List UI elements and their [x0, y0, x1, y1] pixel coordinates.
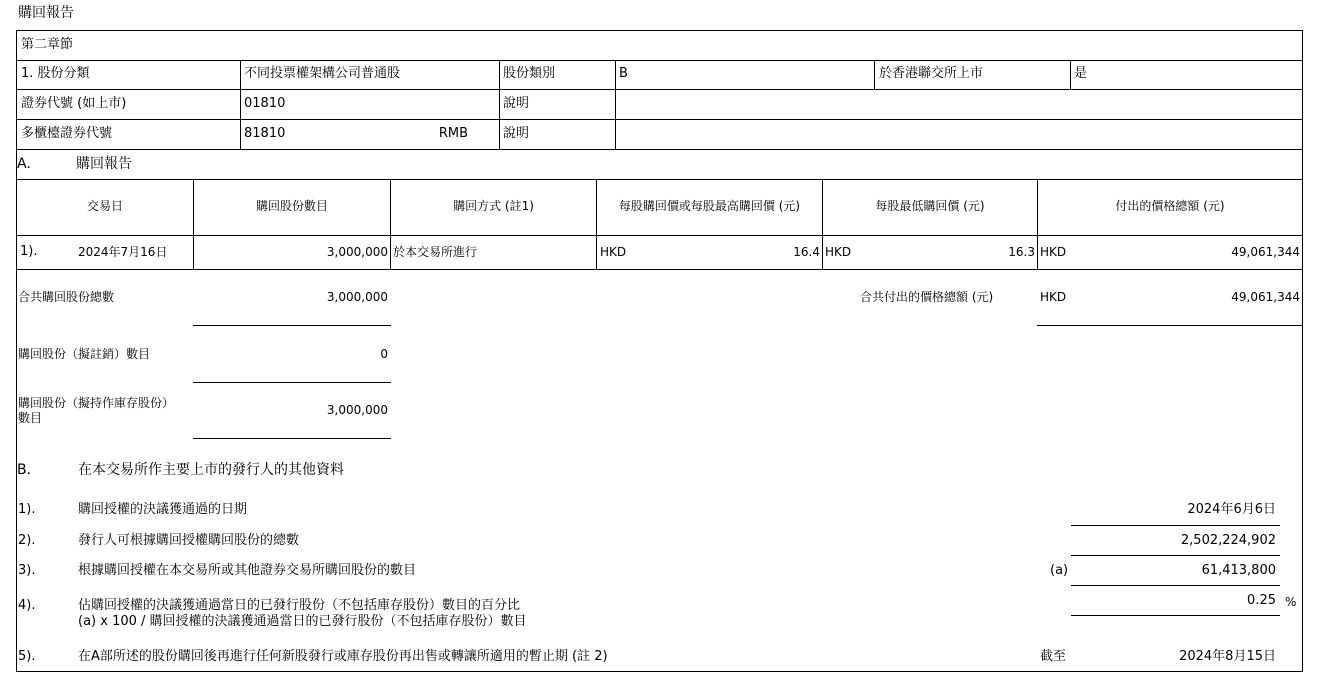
percent-unit: %	[1285, 595, 1297, 609]
section2-heading: 第二章節	[21, 37, 74, 52]
item-value: 61,413,800	[1201, 563, 1276, 578]
col-high-price: 每股購回價或每股最高購回價 (元)	[618, 199, 801, 213]
item-index: 4).	[18, 598, 36, 613]
row-high-currency: HKD	[600, 245, 627, 259]
section-a-heading: 購回報告	[76, 156, 132, 172]
multi-counter-currency: RMB	[438, 126, 468, 141]
item-text: 購回授權的決議獲通過的日期	[78, 502, 248, 517]
row-date: 2024年7月16日	[78, 245, 168, 259]
section-b-letter: B.	[17, 462, 32, 478]
col-total: 付出的價格總額 (元)	[1115, 199, 1225, 213]
cancel-value: 0	[380, 347, 388, 361]
item-text: 在A部所述的股份購回後再進行任何新股發行或庫存股份再出售或轉讓所適用的暫止期 (註 2)	[78, 649, 608, 664]
col-low-price: 每股最低購回價 (元)	[875, 199, 985, 213]
share-class-value: 不同投票權架構公司普通股	[244, 66, 401, 81]
total-paid-label: 合共付出的價格總額 (元)	[860, 290, 994, 304]
row-low-price: 16.3	[1008, 245, 1035, 259]
share-type-value: B	[619, 66, 628, 81]
item-text: 根據購回授權在本交易所或其他證券交易所購回股份的數目	[78, 563, 417, 578]
treasury-value: 3,000,000	[326, 403, 388, 417]
col-trade-date: 交易日	[86, 199, 123, 213]
page-title: 購回報告	[18, 5, 74, 21]
item-value: 2024年8月15日	[1179, 649, 1276, 664]
row-index: 1).	[20, 244, 38, 259]
item-index: 2).	[18, 533, 36, 548]
item-value: 2,502,224,902	[1180, 533, 1276, 548]
total-paid-value: 49,061,344	[1231, 290, 1300, 304]
share-class-label: 1. 股份分類	[21, 66, 90, 81]
item-tag: 截至	[1040, 649, 1067, 664]
row-method: 於本交易所進行	[393, 245, 478, 259]
section-b-heading: 在本交易所作主要上市的發行人的其他資料	[78, 462, 344, 478]
item-value: 0.25	[1247, 593, 1276, 608]
stock-code-note-label: 說明	[503, 96, 530, 111]
row-high-price: 16.4	[793, 245, 820, 259]
listed-label: 於香港聯交所上市	[879, 66, 984, 81]
item-index: 5).	[18, 649, 36, 664]
row-total-currency: HKD	[1040, 245, 1067, 259]
multi-counter-note-label: 說明	[503, 126, 530, 141]
listed-value: 是	[1074, 66, 1088, 81]
item-text: 佔購回授權的決議獲通過當日的已發行股份（不包括庫存股份）數目的百分比	[78, 598, 521, 613]
treasury-label-line2: 數目	[18, 411, 43, 425]
row-shares: 3,000,000	[326, 245, 388, 259]
total-paid-currency: HKD	[1040, 290, 1067, 304]
total-shares-value: 3,000,000	[326, 290, 388, 304]
stock-code-value: 01810	[244, 96, 286, 111]
cancel-label: 購回股份（擬註銷）數目	[18, 347, 151, 361]
item-index: 1).	[18, 502, 36, 517]
treasury-label-line1: 購回股份（擬持作庫存股份）	[18, 396, 175, 410]
item-tag: (a)	[1050, 563, 1069, 578]
item-value: 2024年6月6日	[1187, 502, 1276, 517]
item-text: 發行人可根據購回授權購回股份的總數	[78, 533, 300, 548]
multi-counter-value: 81810	[244, 126, 286, 141]
col-shares: 購回股份數目	[255, 199, 328, 213]
item-text-line2: (a) x 100 / 購回授權的決議獲通過當日的已發行股份（不包括庫存股份）數目	[78, 614, 527, 629]
row-total: 49,061,344	[1231, 245, 1300, 259]
share-type-label: 股份類別	[503, 66, 556, 81]
multi-counter-label: 多櫃檯證券代號	[21, 126, 113, 141]
col-method: 購回方式 (註1)	[453, 199, 534, 213]
section-a-letter: A.	[17, 156, 31, 172]
item-index: 3).	[18, 563, 36, 578]
stock-code-label: 證券代號 (如上市)	[21, 96, 127, 111]
total-shares-label: 合共購回股份總數	[18, 290, 115, 304]
row-low-currency: HKD	[825, 245, 852, 259]
